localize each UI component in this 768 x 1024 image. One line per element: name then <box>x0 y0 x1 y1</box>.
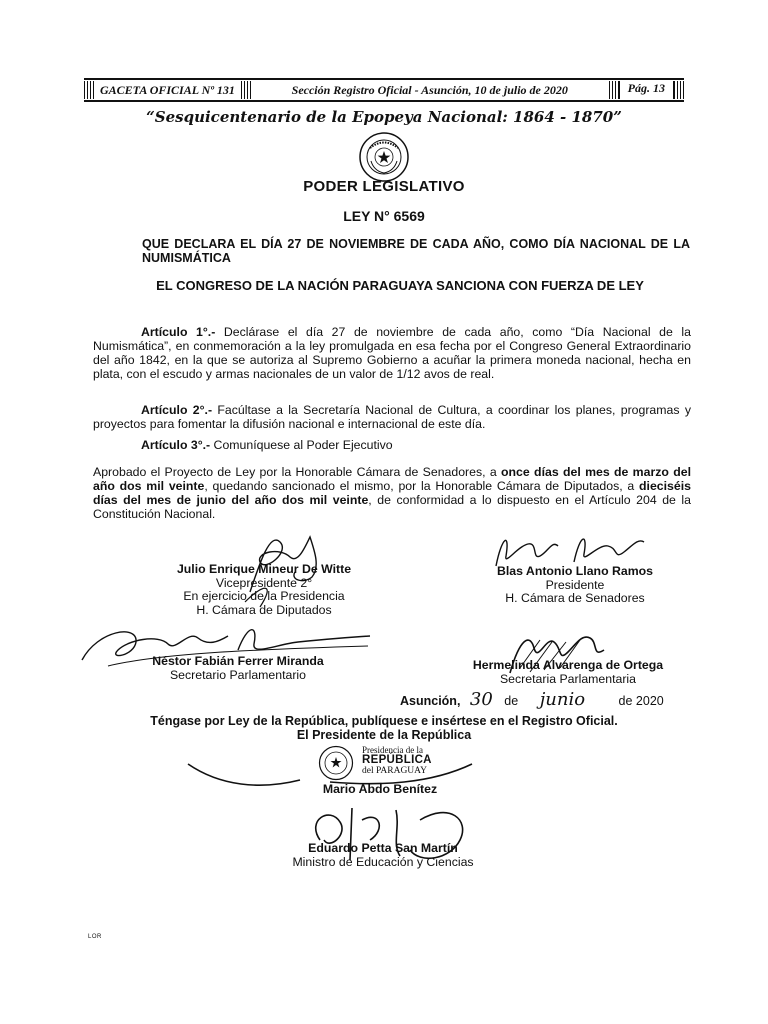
law-number: LEY N° 6569 <box>343 208 425 224</box>
approval-senate-date: once días del mes de marzo del año dos mil veinte <box>93 465 691 493</box>
signatory-role: H. Cámara de Senadores <box>505 591 645 605</box>
national-seal-icon <box>358 131 410 183</box>
article-3-label: Artículo 3°.- <box>141 438 211 452</box>
footer-initials: LOR <box>88 934 102 940</box>
gazette-number: GACETA OFICIAL Nº 131 <box>100 82 235 97</box>
signatory-name: Julio Enrique Mineur De Witte <box>176 562 352 576</box>
date-day: 30 <box>469 689 493 710</box>
presidency-logo-line-1: Presidencia de la <box>362 745 423 755</box>
signatory-name: Hermelinda Alvarenga de Ortega <box>472 658 664 672</box>
approval-paragraph <box>93 465 691 521</box>
page-number: Pág. 13 <box>619 81 674 99</box>
header-hatch-left <box>84 81 94 99</box>
executive-name: Eduardo Petta San Martín <box>308 841 458 855</box>
gazette-header <box>84 78 684 102</box>
signature-block-llano <box>458 565 692 606</box>
sanction-formula: EL CONGRESO DE LA NACIÓN PARAGUAYA SANCIONA CON FUERZA DE LEY <box>156 278 644 293</box>
presidency-logo <box>300 745 460 779</box>
date-month: junio <box>539 689 586 710</box>
presidency-logo-text <box>362 745 432 776</box>
date-city: Asunción, <box>400 694 461 708</box>
promulgation-order <box>0 714 768 742</box>
promulgation-date <box>400 689 664 710</box>
promulgation-line-2: El Presidente de la República <box>296 728 472 742</box>
signature-block-petta <box>258 842 508 869</box>
signatory-role: Secretaria Parlamentaria <box>499 671 636 686</box>
date-de: de <box>504 694 519 708</box>
approval-text-2: , quedando sancionado el mismo, por la Honorable Cámara de Diputados, a <box>204 479 640 493</box>
presidency-logo-line-3: del PARAGUAY <box>362 766 428 776</box>
gazette-section: Sección Registro Oficial - Asunción, 10 de julio de 2020 <box>291 82 568 97</box>
presidency-seal-icon <box>318 745 354 781</box>
header-hatch-mid <box>241 81 251 99</box>
executive-name: Mario Abdo Benítez <box>322 782 438 796</box>
article-1-text: Declárase el día 27 de noviembre de cada año, como “Día Nacional de la Numismática”, en conmemoración a la ley promulgada en esa fecha por el Congreso General Extraordinario del año 1842, en la que se autoriza al Supremo Gobierno a acuñar la primera moneda nacional, hecha en plata, con el escudo y armas nacionales de un valor de 1/12 avos de real. <box>93 325 691 381</box>
article-1-label: Artículo 1°.- <box>141 325 216 339</box>
signatory-role: Secretario Parlamentario <box>169 667 306 682</box>
heading-poder-legislativo: PODER LEGISLATIVO <box>303 178 465 195</box>
signatory-role: Presidente <box>545 577 605 592</box>
article-2 <box>93 403 691 431</box>
header-hatch-right <box>609 81 619 99</box>
law-title: QUE DECLARA EL DÍA 27 DE NOVIEMBRE DE CADA AÑO, COMO DÍA NACIONAL DE LA NUMISMÁTICA <box>142 237 690 265</box>
signatory-role: Vicepresidente 2° <box>215 575 313 590</box>
article-3-text: Comuníquese al Poder Ejecutivo <box>210 438 393 452</box>
signatory-name: Blas Antonio Llano Ramos <box>497 564 653 578</box>
signatory-role: H. Cámara de Diputados <box>196 602 332 617</box>
article-2-text: Facúltase a la Secretaría Nacional de Cultura, a coordinar los planes, programas y proyectos para fomentar la difusión nacional e internacional de este día. <box>93 403 691 431</box>
signature-block-abdo <box>290 783 470 797</box>
article-2-label: Artículo 2°.- <box>141 403 213 417</box>
signature-block-ferrer <box>118 655 358 682</box>
motto: “Sesquicentenario de la Epopeya Nacional: 1864 - 1870” <box>146 108 622 126</box>
date-year: de 2020 <box>618 694 664 708</box>
executive-role: Ministro de Educación y Ciencias <box>292 854 474 869</box>
signature-block-alvarenga <box>444 659 692 686</box>
signatory-name: Néstor Fabián Ferrer Miranda <box>152 654 324 668</box>
article-1 <box>93 325 691 381</box>
approval-text-3: , de conformidad a lo dispuesto en el Artículo 204 de la Constitución Nacional. <box>93 493 691 521</box>
header-hatch-end <box>674 81 684 99</box>
presidency-logo-line-2: REPÚBLICA <box>362 754 432 766</box>
approval-deputies-date: dieciséis días del mes de junio del año dos mil veinte <box>93 479 691 507</box>
article-3 <box>93 438 691 452</box>
signatory-role: En ejercicio de la Presidencia <box>183 589 345 603</box>
approval-text-1: Aprobado el Proyecto de Ley por la Honorable Cámara de Senadores, a <box>93 465 502 479</box>
promulgation-line-1: Téngase por Ley de la República, publíquese e insértese en el Registro Oficial. <box>150 714 618 728</box>
signature-block-mineur <box>150 563 378 617</box>
